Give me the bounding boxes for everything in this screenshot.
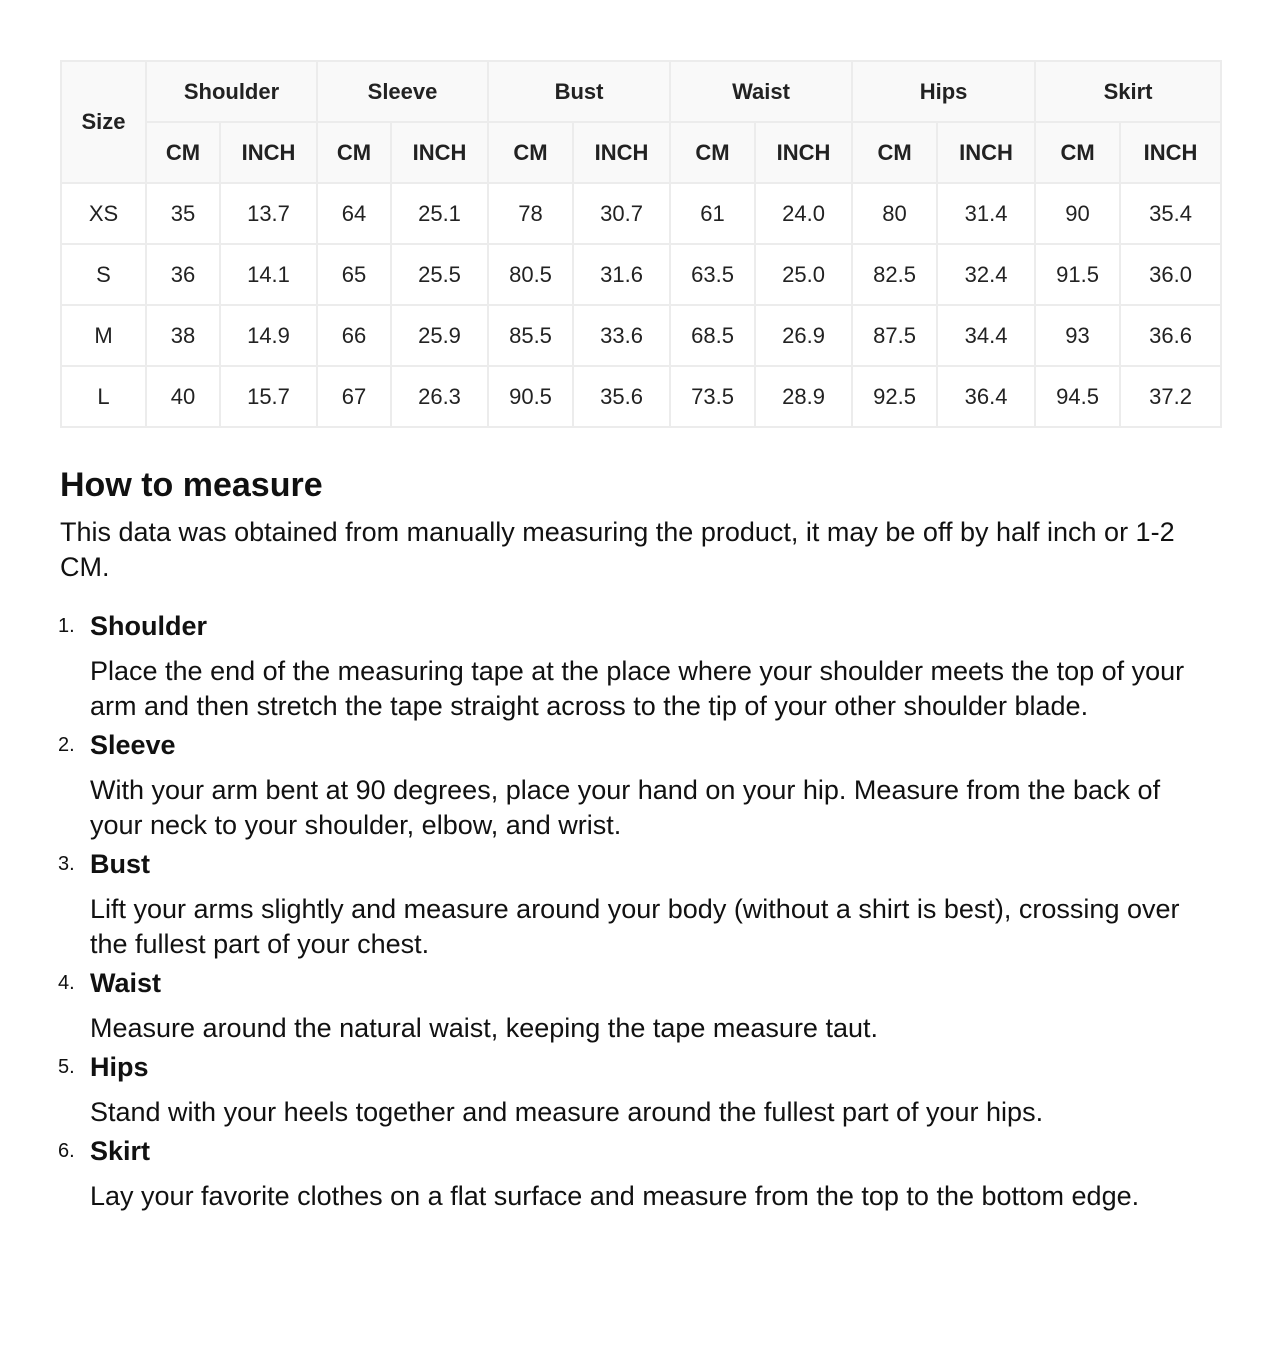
- section-title: How to measure: [60, 466, 323, 504]
- step-title: Sleeve: [90, 730, 176, 760]
- size-cell: S: [61, 244, 146, 305]
- group-header-bust: Bust: [488, 61, 670, 122]
- size-column-header: Size: [61, 61, 146, 183]
- measurement-cell: 35.4: [1120, 183, 1221, 244]
- measurement-cell: 36.0: [1120, 244, 1221, 305]
- measurement-cell: 93: [1035, 305, 1120, 366]
- list-item: [60, 1134, 1220, 1214]
- measurement-cell: 34.4: [937, 305, 1035, 366]
- unit-header: INCH: [391, 122, 488, 183]
- size-cell: M: [61, 305, 146, 366]
- unit-header: CM: [670, 122, 755, 183]
- measurement-cell: 32.4: [937, 244, 1035, 305]
- measurement-cell: 14.9: [220, 305, 317, 366]
- measurement-cell: 91.5: [1035, 244, 1120, 305]
- step-title: Shoulder: [90, 611, 208, 641]
- step-number: 6.: [58, 1140, 75, 1162]
- unit-header: CM: [1035, 122, 1120, 183]
- measurement-cell: 30.7: [573, 183, 670, 244]
- measurement-cell: 24.0: [755, 183, 852, 244]
- measurement-cell: 26.3: [391, 366, 488, 427]
- measurement-cell: 82.5: [852, 244, 937, 305]
- measurement-cell: 35: [146, 183, 220, 244]
- measurement-cell: 94.5: [1035, 366, 1120, 427]
- step-title: Waist: [90, 968, 162, 998]
- measurement-cell: 14.1: [220, 244, 317, 305]
- step-title: Hips: [90, 1052, 149, 1082]
- intro-text: This data was obtained from manually measuring the product, it may be off by half inch or 1-2 CM.: [60, 517, 1175, 582]
- step-number: 4.: [58, 972, 75, 994]
- measurement-cell: 25.5: [391, 244, 488, 305]
- measurement-cell: 40: [146, 366, 220, 427]
- measure-steps-list: [60, 609, 1220, 1214]
- measurement-cell: 38: [146, 305, 220, 366]
- unit-header: CM: [852, 122, 937, 183]
- step-description: With your arm bent at 90 degrees, place your hand on your hip. Measure from the back of your neck to your shoulder, elbow, and wrist.: [90, 775, 1161, 840]
- step-description: Lay your favorite clothes on a flat surface and measure from the top to the bottom edge.: [90, 1181, 1140, 1211]
- measurement-cell: 87.5: [852, 305, 937, 366]
- measurement-cell: 28.9: [755, 366, 852, 427]
- measurement-cell: 35.6: [573, 366, 670, 427]
- measurement-cell: 68.5: [670, 305, 755, 366]
- group-header-shoulder: Shoulder: [146, 61, 317, 122]
- unit-header: INCH: [220, 122, 317, 183]
- list-item: [60, 1050, 1220, 1130]
- measurement-cell: 31.4: [937, 183, 1035, 244]
- table-header-units: [61, 122, 1221, 183]
- step-number: 5.: [58, 1056, 75, 1078]
- measurement-cell: 66: [317, 305, 391, 366]
- unit-header: INCH: [573, 122, 670, 183]
- table-row: [61, 244, 1221, 305]
- size-cell: XS: [61, 183, 146, 244]
- measurement-cell: 80.5: [488, 244, 573, 305]
- list-item: [60, 847, 1220, 962]
- list-item: [60, 728, 1220, 843]
- measurement-cell: 36: [146, 244, 220, 305]
- measurement-cell: 85.5: [488, 305, 573, 366]
- size-chart-table: [60, 60, 1222, 428]
- step-description: Lift your arms slightly and measure around your body (without a shirt is best), crossing over the fullest part of your chest.: [90, 894, 1180, 959]
- group-header-waist: Waist: [670, 61, 852, 122]
- measurement-cell: 33.6: [573, 305, 670, 366]
- step-number: 3.: [58, 853, 75, 875]
- unit-header: INCH: [1120, 122, 1221, 183]
- size-cell: L: [61, 366, 146, 427]
- unit-header: INCH: [755, 122, 852, 183]
- measurement-cell: 80: [852, 183, 937, 244]
- step-number: 1.: [58, 615, 75, 637]
- measurement-cell: 90.5: [488, 366, 573, 427]
- measurement-cell: 36.6: [1120, 305, 1221, 366]
- unit-header: CM: [146, 122, 220, 183]
- measurement-cell: 37.2: [1120, 366, 1221, 427]
- step-title: Bust: [90, 849, 150, 879]
- table-body: [61, 183, 1221, 427]
- group-header-hips: Hips: [852, 61, 1035, 122]
- measurement-cell: 25.1: [391, 183, 488, 244]
- measurement-cell: 78: [488, 183, 573, 244]
- measurement-cell: 31.6: [573, 244, 670, 305]
- step-description: Place the end of the measuring tape at the place where your shoulder meets the top of your arm and then stretch the tape straight across to the tip of your other shoulder blade.: [90, 656, 1185, 721]
- step-title: Skirt: [90, 1136, 151, 1166]
- step-description: Measure around the natural waist, keeping the tape measure taut.: [90, 1013, 878, 1043]
- measurement-cell: 25.0: [755, 244, 852, 305]
- measurement-cell: 26.9: [755, 305, 852, 366]
- list-item: [60, 609, 1220, 724]
- measurement-cell: 73.5: [670, 366, 755, 427]
- measurement-cell: 25.9: [391, 305, 488, 366]
- measurement-cell: 61: [670, 183, 755, 244]
- table-row: [61, 183, 1221, 244]
- size-guide-page: [60, 60, 1220, 1218]
- group-header-skirt: Skirt: [1035, 61, 1221, 122]
- table-header-groups: [61, 61, 1221, 122]
- measurement-cell: 90: [1035, 183, 1120, 244]
- unit-header: INCH: [937, 122, 1035, 183]
- step-number: 2.: [58, 734, 75, 756]
- list-item: [60, 966, 1220, 1046]
- measurement-cell: 65: [317, 244, 391, 305]
- measurement-cell: 63.5: [670, 244, 755, 305]
- table-row: [61, 366, 1221, 427]
- unit-header: CM: [317, 122, 391, 183]
- measurement-cell: 64: [317, 183, 391, 244]
- step-description: Stand with your heels together and measure around the fullest part of your hips.: [90, 1097, 1044, 1127]
- unit-header: CM: [488, 122, 573, 183]
- measurement-cell: 67: [317, 366, 391, 427]
- measurement-cell: 92.5: [852, 366, 937, 427]
- measurement-cell: 36.4: [937, 366, 1035, 427]
- measurement-cell: 13.7: [220, 183, 317, 244]
- table-row: [61, 305, 1221, 366]
- group-header-sleeve: Sleeve: [317, 61, 488, 122]
- measurement-cell: 15.7: [220, 366, 317, 427]
